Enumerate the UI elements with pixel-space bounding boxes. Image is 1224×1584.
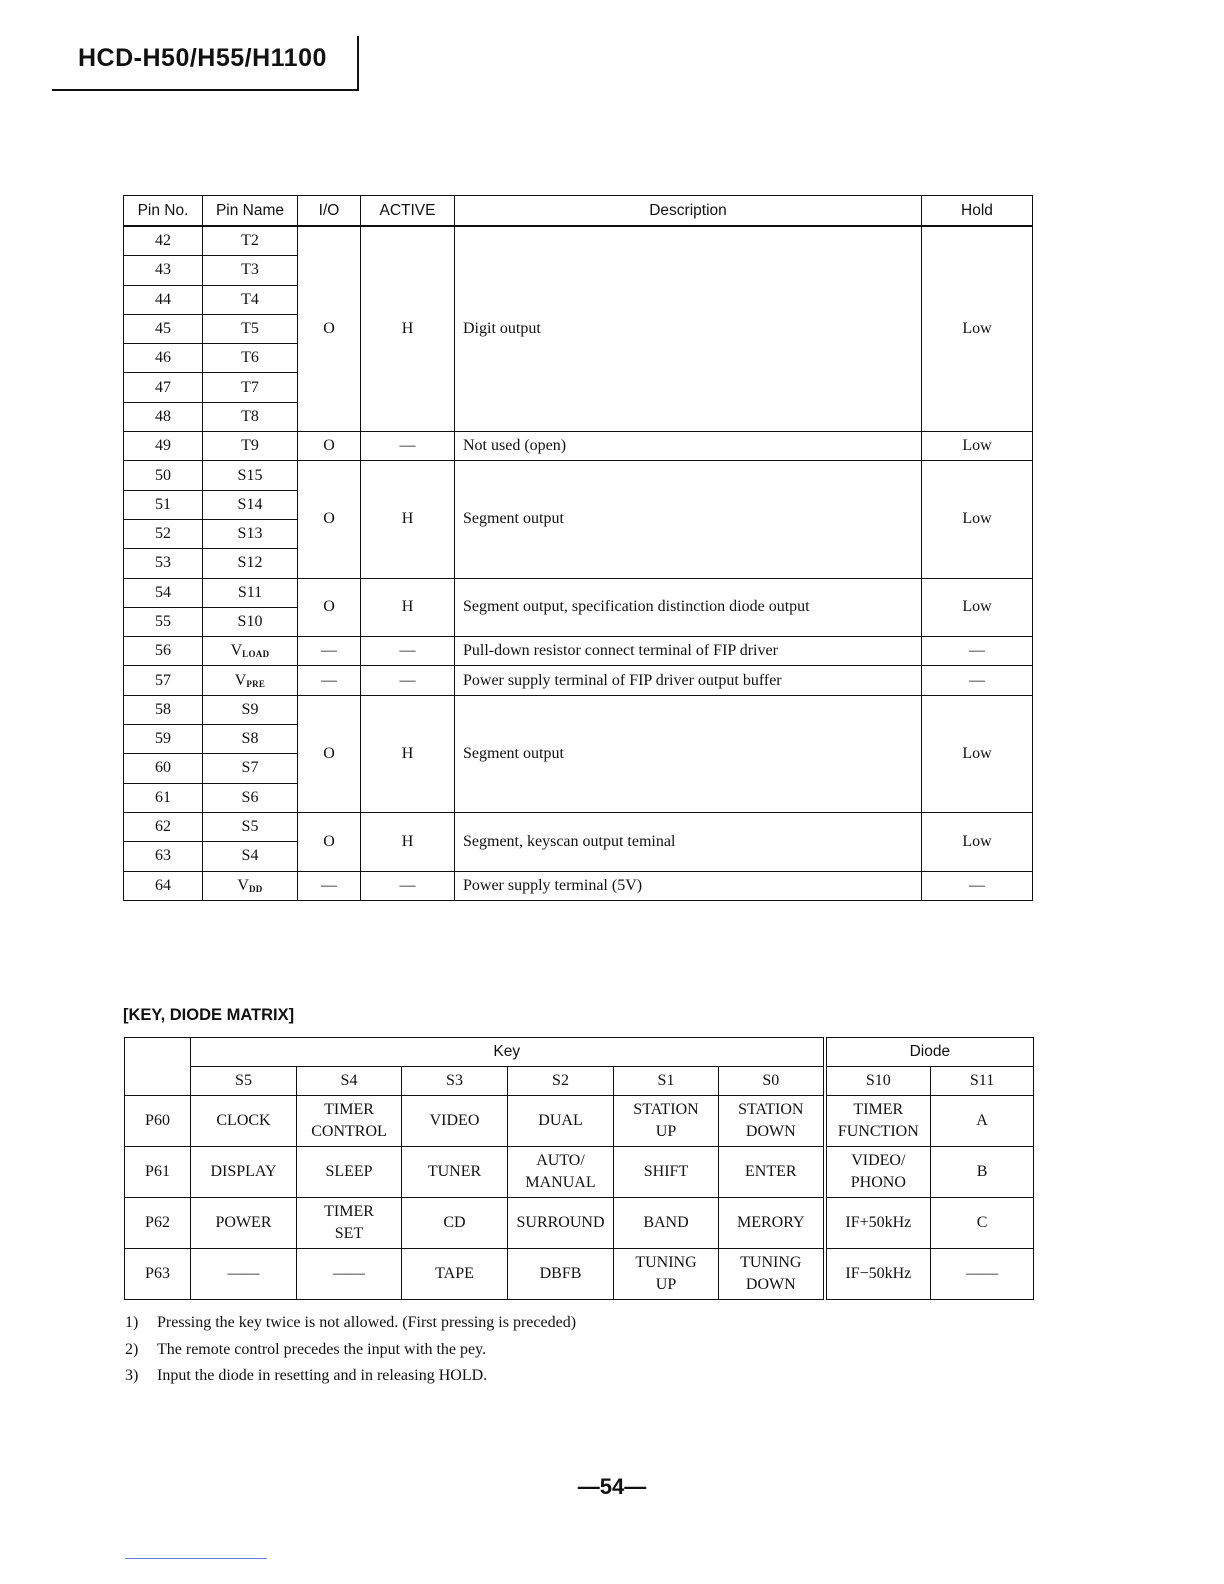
col-header-s11: S11 — [931, 1067, 1034, 1096]
pin-name: T6 — [203, 344, 298, 373]
pin-name: T4 — [203, 285, 298, 314]
description-cell: Pull-down resistor connect terminal of FIP driver — [455, 637, 922, 666]
cell-line: TUNING — [740, 1254, 802, 1271]
diode-group-header: Diode — [825, 1038, 1034, 1067]
col-header-s4: S4 — [297, 1067, 402, 1096]
pin-number: 55 — [124, 607, 203, 636]
page-number: —54— — [577, 1474, 647, 1499]
cell-line: TIMER — [324, 1101, 374, 1118]
col-header-io: I/O — [298, 196, 361, 227]
io-cell: — — [298, 871, 361, 900]
key-cell — [719, 1096, 825, 1147]
key-cell — [508, 1147, 614, 1198]
cell-line: CD — [443, 1214, 466, 1231]
io-cell: O — [298, 432, 361, 461]
cell-line: IF−50kHz — [845, 1265, 912, 1282]
cell-line: TAPE — [435, 1265, 474, 1282]
pin-name — [203, 871, 298, 900]
pin-name: S7 — [203, 754, 298, 783]
note-number: 1) — [125, 1314, 139, 1331]
matrix-column-header — [125, 1067, 1034, 1096]
active-cell: H — [361, 695, 455, 812]
key-cell — [719, 1249, 825, 1300]
cell-line: ENTER — [745, 1163, 797, 1180]
cell-line: MANUAL — [525, 1174, 596, 1191]
cell-line: MERORY — [736, 1214, 805, 1231]
cell-line: VIDEO — [429, 1112, 480, 1129]
io-cell: O — [298, 226, 361, 432]
diode-cell — [825, 1198, 931, 1249]
key-cell — [191, 1096, 297, 1147]
pin-name — [203, 666, 298, 695]
table-row — [124, 871, 1033, 900]
key-cell — [614, 1198, 719, 1249]
pin-name: S14 — [203, 490, 298, 519]
pin-name: S9 — [203, 695, 298, 724]
pin-number: 62 — [124, 812, 203, 841]
io-cell: — — [298, 666, 361, 695]
key-cell — [402, 1249, 508, 1300]
pin-number: 48 — [124, 402, 203, 431]
col-header-pin-name: Pin Name — [203, 196, 298, 227]
pin-number: 57 — [124, 666, 203, 695]
cell-line: UP — [655, 1123, 677, 1140]
cell-line: POWER — [215, 1214, 272, 1231]
pin-name: S15 — [203, 461, 298, 490]
pin-number: 43 — [124, 256, 203, 285]
col-header-hold: Hold — [922, 196, 1033, 227]
col-header-s2: S2 — [508, 1067, 614, 1096]
key-cell — [719, 1147, 825, 1198]
key-diode-matrix-table — [124, 1037, 1034, 1300]
description-cell: Segment, keyscan output teminal — [455, 812, 922, 871]
diode-cell — [825, 1147, 931, 1198]
cell-line: SET — [334, 1225, 364, 1242]
cell-line: SHIFT — [643, 1163, 689, 1180]
pin-number: 59 — [124, 725, 203, 754]
description-cell: Digit output — [455, 226, 922, 432]
description-cell: Power supply terminal of FIP driver output buffer — [455, 666, 922, 695]
pin-name: T9 — [203, 432, 298, 461]
cell-line: IF+50kHz — [845, 1214, 912, 1231]
table-row — [124, 578, 1033, 607]
col-header-s3: S3 — [402, 1067, 508, 1096]
hold-cell: Low — [922, 461, 1033, 578]
note-text: The remote control precedes the input with the pey. — [157, 1340, 487, 1358]
key-cell — [402, 1096, 508, 1147]
note-number: 2) — [125, 1340, 139, 1358]
cell-line: DOWN — [745, 1123, 796, 1140]
pin-name-main: V — [234, 671, 247, 689]
key-cell — [508, 1096, 614, 1147]
cell-line: BAND — [643, 1214, 689, 1231]
cell-line: STATION — [633, 1101, 699, 1118]
pin-number: 61 — [124, 783, 203, 812]
cell-line: CONTROL — [311, 1123, 387, 1140]
key-group-header: Key — [191, 1038, 825, 1067]
description-cell: Not used (open) — [455, 432, 922, 461]
pin-name-main: V — [230, 642, 243, 660]
cell-line: SLEEP — [325, 1163, 373, 1180]
footer-line — [125, 1558, 267, 1559]
col-header-active: ACTIVE — [361, 196, 455, 227]
notes-list — [125, 1314, 576, 1394]
cell-line: DISPLAY — [210, 1163, 277, 1180]
key-cell — [297, 1198, 402, 1249]
matrix-row — [125, 1096, 1034, 1147]
hold-cell: Low — [922, 226, 1033, 432]
pin-name: S12 — [203, 549, 298, 578]
pin-name-main: V — [237, 876, 249, 894]
description-cell: Segment output — [455, 461, 922, 578]
note-number: 3) — [125, 1367, 139, 1384]
description-cell: Segment output, specification distinction diode output — [455, 578, 922, 637]
col-header-description: Description — [455, 196, 922, 227]
cell-line: C — [976, 1214, 988, 1231]
description-cell: Power supply terminal (5V) — [455, 871, 922, 900]
pin-table-header — [124, 196, 1033, 227]
header-rule — [52, 89, 358, 91]
diode-cell — [931, 1096, 1034, 1147]
pin-name: S13 — [203, 519, 298, 548]
key-cell — [614, 1096, 719, 1147]
table-row — [124, 637, 1033, 666]
col-header-s10: S10 — [825, 1067, 931, 1096]
key-cell — [508, 1249, 614, 1300]
document-title: HCD-H50/H55/H1100 — [78, 44, 327, 72]
cell-line: VIDEO/ — [851, 1152, 906, 1169]
cell-line: DUAL — [538, 1112, 583, 1129]
diode-cell — [825, 1249, 931, 1300]
port-label: P60 — [125, 1096, 191, 1147]
note-text: Pressing the key twice is not allowed. (First pressing is preceded) — [157, 1314, 577, 1331]
key-cell — [614, 1147, 719, 1198]
key-cell — [402, 1198, 508, 1249]
key-cell — [402, 1147, 508, 1198]
hold-cell: Low — [922, 578, 1033, 637]
hold-cell: Low — [922, 812, 1033, 871]
pin-name: S11 — [203, 578, 298, 607]
cell-line: DBFB — [539, 1265, 582, 1282]
io-cell: — — [298, 637, 361, 666]
active-cell: — — [361, 666, 455, 695]
cell-line: CLOCK — [216, 1112, 271, 1129]
io-cell: O — [298, 812, 361, 871]
matrix-row — [125, 1249, 1034, 1300]
hold-cell: Low — [922, 695, 1033, 812]
active-cell: — — [361, 871, 455, 900]
pin-number: 51 — [124, 490, 203, 519]
key-cell — [297, 1096, 402, 1147]
pin-name — [203, 637, 298, 666]
cell-line: B — [976, 1163, 988, 1180]
table-row — [124, 226, 1033, 256]
cell-line: —— — [966, 1265, 999, 1282]
pin-number: 46 — [124, 344, 203, 373]
diode-cell — [931, 1198, 1034, 1249]
hold-cell: — — [922, 637, 1033, 666]
io-cell: O — [298, 461, 361, 578]
cell-line: TIMER — [324, 1203, 374, 1220]
pin-name-subscript: PRE — [246, 678, 266, 689]
hold-cell: — — [922, 666, 1033, 695]
key-cell — [191, 1147, 297, 1198]
pin-number: 58 — [124, 695, 203, 724]
diode-cell — [931, 1147, 1034, 1198]
col-header-pin-no: Pin No. — [124, 196, 203, 227]
note-item — [125, 1367, 576, 1394]
key-cell — [508, 1198, 614, 1249]
key-cell — [191, 1249, 297, 1300]
pin-number: 54 — [124, 578, 203, 607]
cell-line: TIMER — [853, 1101, 904, 1118]
pin-number: 47 — [124, 373, 203, 402]
cell-line: —— — [333, 1265, 365, 1282]
pin-number: 50 — [124, 461, 203, 490]
port-label: P62 — [125, 1198, 191, 1249]
header-rule-vertical — [357, 36, 359, 91]
hold-cell: Low — [922, 432, 1033, 461]
key-cell — [191, 1198, 297, 1249]
active-cell: H — [361, 578, 455, 637]
pin-name: S4 — [203, 842, 298, 871]
diode-cell — [825, 1096, 931, 1147]
pin-name: T2 — [203, 226, 298, 256]
io-cell: O — [298, 695, 361, 812]
key-cell — [614, 1249, 719, 1300]
io-cell: O — [298, 578, 361, 637]
pin-name: T7 — [203, 373, 298, 402]
pin-number: 45 — [124, 314, 203, 343]
active-cell: — — [361, 432, 455, 461]
key-cell — [719, 1198, 825, 1249]
cell-line: PHONO — [850, 1174, 906, 1191]
note-text: Input the diode in resetting and in releasing HOLD. — [157, 1367, 488, 1384]
pin-number: 64 — [124, 871, 203, 900]
key-cell — [297, 1249, 402, 1300]
port-label: P63 — [125, 1249, 191, 1300]
cell-line: A — [976, 1112, 988, 1129]
table-row — [124, 812, 1033, 841]
table-row — [124, 666, 1033, 695]
key-matrix-title: [KEY, DIODE MATRIX] — [123, 1006, 295, 1024]
active-cell: — — [361, 637, 455, 666]
pin-name: T8 — [203, 402, 298, 431]
diode-cell — [931, 1249, 1034, 1300]
pin-table — [123, 195, 1033, 901]
pin-name: S8 — [203, 725, 298, 754]
pin-name-subscript: DD — [248, 883, 263, 894]
active-cell: H — [361, 812, 455, 871]
note-item — [125, 1341, 576, 1368]
col-header-s0: S0 — [719, 1067, 825, 1096]
cell-line: UP — [655, 1276, 677, 1293]
pin-name: S5 — [203, 812, 298, 841]
col-header-s5: S5 — [191, 1067, 297, 1096]
table-row — [124, 432, 1033, 461]
pin-name: S10 — [203, 607, 298, 636]
cell-line: STATION — [738, 1101, 804, 1118]
cell-line: —— — [227, 1265, 260, 1282]
matrix-group-header — [125, 1038, 1034, 1067]
description-cell: Segment output — [455, 695, 922, 812]
cell-line: FUNCTION — [837, 1123, 919, 1140]
cell-line: TUNING — [635, 1254, 697, 1271]
active-cell: H — [361, 461, 455, 578]
pin-number: 49 — [124, 432, 203, 461]
pin-number: 56 — [124, 637, 203, 666]
key-cell — [297, 1147, 402, 1198]
pin-number: 63 — [124, 842, 203, 871]
pin-number: 42 — [124, 226, 203, 256]
pin-number: 53 — [124, 549, 203, 578]
pin-name: S6 — [203, 783, 298, 812]
pin-number: 52 — [124, 519, 203, 548]
cell-line: AUTO/ — [536, 1152, 585, 1169]
table-row — [124, 695, 1033, 724]
table-row — [124, 461, 1033, 490]
matrix-corner — [125, 1038, 191, 1096]
pin-number: 44 — [124, 285, 203, 314]
col-header-s1: S1 — [614, 1067, 719, 1096]
pin-name-subscript: LOAD — [242, 649, 270, 660]
pin-name: T3 — [203, 256, 298, 285]
note-item — [125, 1314, 576, 1341]
pin-number: 60 — [124, 754, 203, 783]
matrix-row — [125, 1198, 1034, 1249]
pin-name: T5 — [203, 314, 298, 343]
port-label: P61 — [125, 1147, 191, 1198]
hold-cell: — — [922, 871, 1033, 900]
cell-line: TUNER — [427, 1163, 482, 1180]
matrix-row — [125, 1147, 1034, 1198]
active-cell: H — [361, 226, 455, 432]
cell-line: DOWN — [745, 1276, 796, 1293]
cell-line: SURROUND — [516, 1214, 605, 1231]
